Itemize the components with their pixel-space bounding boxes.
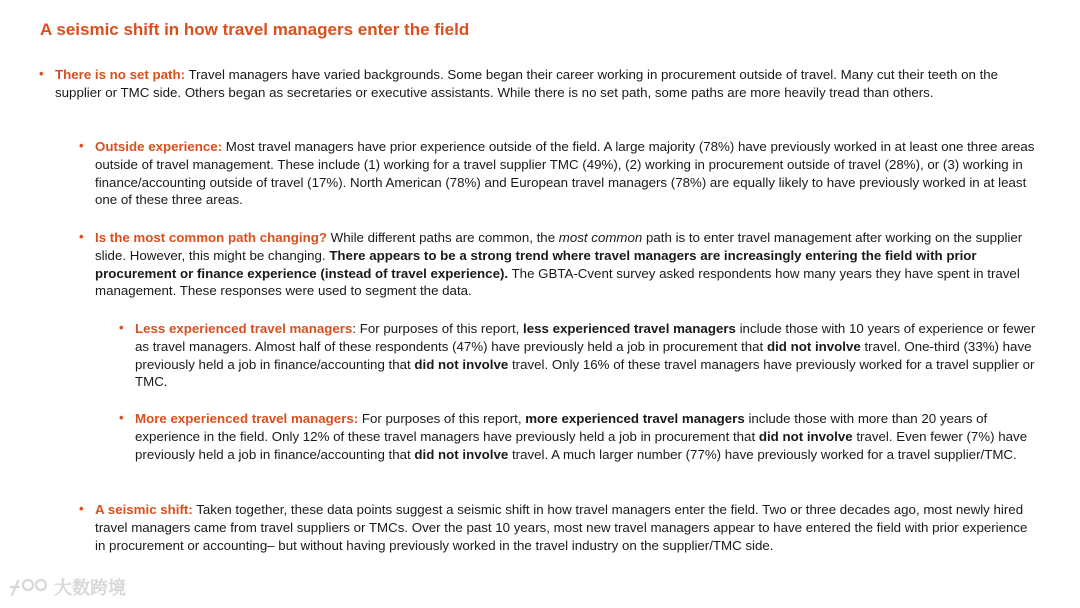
bullet-icon: • [39,66,44,81]
bullet-text: Taken together, these data points suggest a seismic shift in how travel managers enter the field. Two or three decades ago, most newly hired travel managers came from travel suppliers or TMCs. Over the past 10 years, most new travel managers appear to have entered the field with prior experience in procurement or accounting– but without having previously worked in the travel industry on the supplier/TMC side. [95,502,1028,553]
bullet-icon: • [79,229,84,244]
bullet-icon: • [79,501,84,516]
emphasis-text: most common [558,230,643,245]
bullet-text: travel. Only 16% of these travel managers have previously worked for a travel supplier or TMC. [135,356,1035,390]
bold-text: did not involve [414,356,509,372]
bullet-text: Travel managers have varied backgrounds. Some began their career working in procurement outside of travel. Many cut their teeth on the supplier or TMC side. Others began as secretaries or executive assistants. While there is no set path, some paths are more heavily tread than others. [55,67,999,100]
bullet-text: include those with more than 20 years of experience in the field. Only 12% of these travel managers have previously held a job in procurement that [135,411,988,444]
bold-text: more experienced travel managers [525,411,745,426]
bullet-text: Most travel managers have prior experience outside of the field. A large majority (78%) have previously worked in at least one three areas outside of travel management. These include (1) working for a travel supplier TMC (49%), (2) working in procurement outside of travel (28%), or (3) working in finance/accounting outside of travel (17%). North American (78%) and European travel managers (78%) are equally likely to have previously worked in at least one of these three areas. [95,139,1035,208]
bullet-no-set-path [55,66,1045,102]
bullet-text: The GBTA-Cvent survey asked respondents how many years they have spent in travel management. These responses were used to segment the data. [95,265,1020,299]
bullet-text: For purposes of this report, [358,411,526,426]
bullet-label: More experienced travel managers: [135,411,359,426]
bullet-icon: • [119,410,124,425]
bullet-label: Outside experience: [95,139,223,154]
bold-text: did not involve [414,446,509,462]
bullet-icon: • [79,138,84,153]
bullet-text: travel. One-third (33%) have previously held a job in finance/accounting that [135,338,1032,372]
bullet-label: A seismic shift: [95,502,193,517]
bullet-text: travel. A much larger number (77%) have previously worked for a travel supplier/TMC. [508,446,1017,462]
bold-text: did not involve [758,428,853,444]
watermark-text: 大数跨境 [54,578,126,598]
bullet-label: Less experienced travel managers [135,321,353,336]
bullet-text: travel. Even fewer (7%) have previously held a job in finance/accounting that [135,428,1028,462]
bullet-text: path is to enter travel management after working on the supplier slide. However, this might be changing. [95,230,1023,263]
bullet-seismic-shift [95,501,1040,554]
bold-text: There appears to be a strong trend where travel managers are increasingly entering the field with prior procurement or finance experience (instead of travel experience). [95,247,977,281]
bold-text: less experienced travel managers [523,321,736,336]
bullet-icon: • [119,320,124,335]
bullet-less-experienced [135,320,1040,391]
bullet-text: : For purposes of this report, [352,321,524,336]
bullet-more-experienced [135,410,1040,463]
bullet-label: Is the most common path changing? [95,230,327,245]
bullet-outside-experience [95,138,1045,209]
bullet-label: There is no set path: [55,67,186,82]
watermark-logo-icon [8,575,50,599]
page-title: A seismic shift in how travel managers enter the field [40,20,470,39]
bullet-common-path [95,229,1045,300]
watermark [8,574,126,600]
bold-text: did not involve [766,338,861,354]
bullet-text: include those with 10 years of experience or fewer as travel managers. Almost half of these respondents (47%) have previously held a job in procurement that [135,321,1036,354]
bullet-text: While different paths are common, the [326,230,559,245]
